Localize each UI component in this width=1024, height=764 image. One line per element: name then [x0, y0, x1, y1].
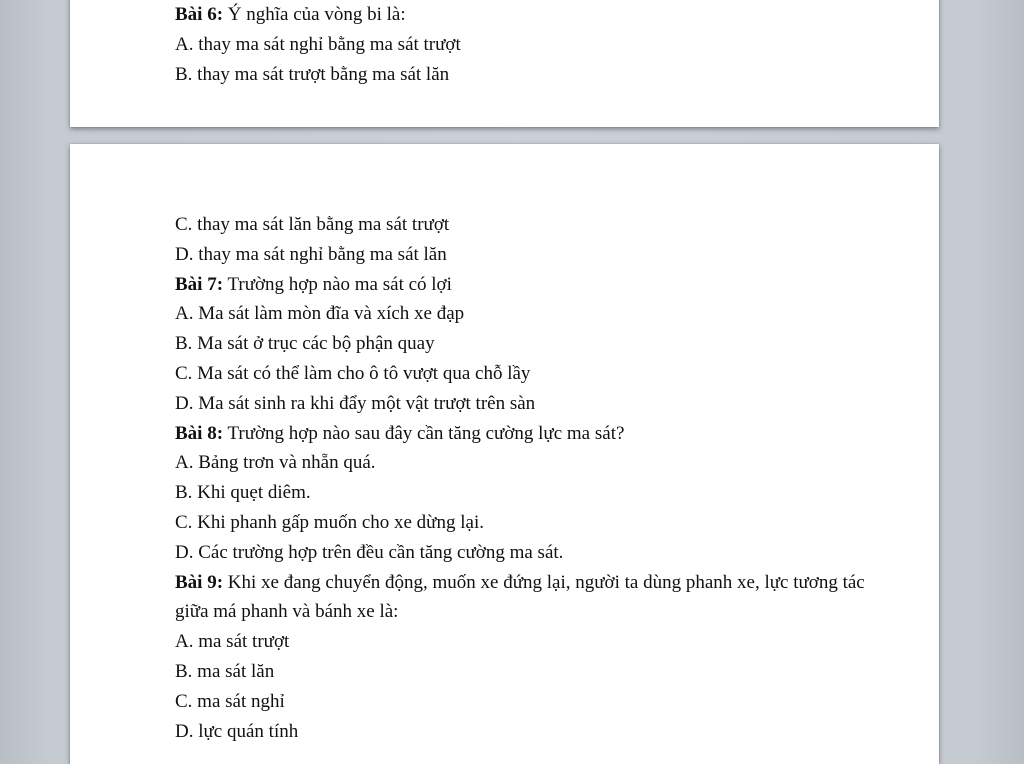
question-9	[175, 568, 883, 628]
document-page-1	[70, 0, 939, 127]
option-6a: A. thay ma sát nghỉ bằng ma sát trượt	[175, 33, 461, 55]
option-7b: B. Ma sát ở trục các bộ phận quay	[175, 333, 435, 355]
option-9d: D. lực quán tính	[175, 720, 299, 742]
question-text: Trường hợp nào ma sát có lợi	[223, 273, 452, 295]
option-8d: D. Các trường hợp trên đều cần tăng cường ma sát.	[175, 541, 564, 563]
option-9a: A. ma sát trượt	[175, 631, 290, 653]
option-6c: C. thay ma sát lăn bằng ma sát trượt	[175, 214, 450, 235]
option-7c: C. Ma sát có thể làm cho ô tô vượt qua chỗ lầy	[175, 362, 531, 384]
question-number: Bài 6:	[175, 4, 224, 25]
question-number: Bài 9:	[175, 571, 224, 593]
document-page-2	[70, 144, 939, 764]
question-number: Bài 7:	[175, 273, 224, 295]
question-number: Bài 8:	[175, 422, 224, 444]
option-8b: B. Khi quẹt diêm.	[175, 482, 311, 504]
option-9b: B. ma sát lăn	[175, 660, 275, 682]
page-content	[175, 0, 883, 89]
question-text: Khi xe đang chuyển động, muốn xe đứng lại, người ta dùng phanh xe, lực tương tác giữa má phanh và bánh xe là:	[175, 571, 865, 623]
option-7d: D. Ma sát sinh ra khi đẩy một vật trượt trên sàn	[175, 392, 536, 414]
option-8c: C. Khi phanh gấp muốn cho xe dừng lại.	[175, 511, 484, 533]
option-6d: D. thay ma sát nghỉ bằng ma sát lăn	[175, 243, 447, 265]
question-text: Trường hợp nào sau đây cần tăng cường lực ma sát?	[223, 422, 625, 444]
question-8	[175, 419, 883, 449]
question-text: Ý nghĩa của vòng bi là:	[223, 4, 406, 25]
page-content	[175, 210, 883, 746]
question-7	[175, 270, 883, 300]
option-7a: A. Ma sát làm mòn đĩa và xích xe đạp	[175, 303, 465, 325]
question-6	[175, 0, 883, 30]
option-8a: A. Bảng trơn và nhẵn quá.	[175, 452, 376, 474]
option-9c: C. ma sát nghỉ	[175, 690, 285, 712]
option-6b: B. thay ma sát trượt bằng ma sát lăn	[175, 63, 450, 85]
